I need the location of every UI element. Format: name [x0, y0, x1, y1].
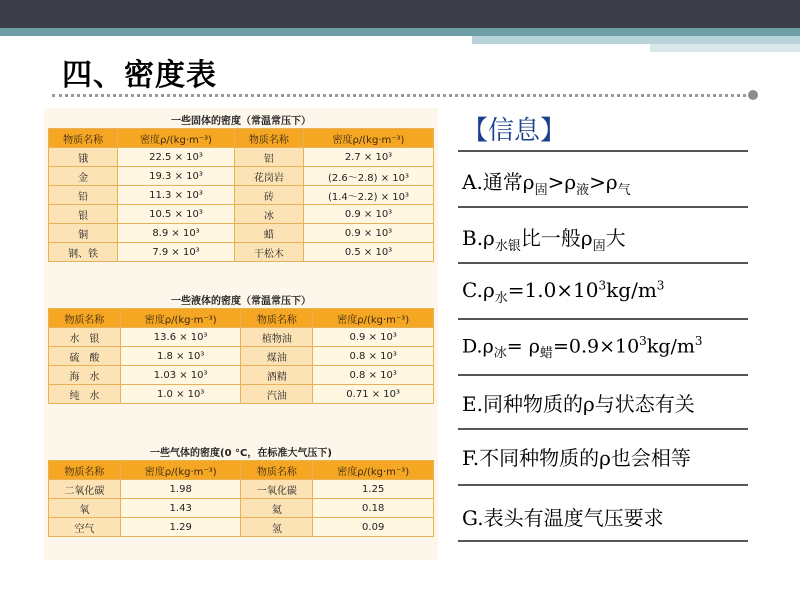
density-cell: (2.6～2.8) × 10³: [304, 167, 434, 186]
info-item-d: $D.\rho_冰= \rho_蜡=0.9\times 10^3kg/m^3$: [462, 334, 703, 362]
liquids-caption: 一些液体的密度（常温常压下）: [171, 296, 311, 307]
substance-cell: 铜: [49, 224, 118, 243]
column-header: 物质名称: [49, 309, 121, 328]
density-cell: 10.5 × 10³: [118, 205, 234, 224]
substance-cell: 银: [49, 205, 118, 224]
density-cell: 19.3 × 10³: [118, 167, 234, 186]
density-cell: 0.8 × 10³: [313, 347, 434, 366]
rule-line: [458, 150, 748, 152]
density-cell: (1.4～2.2) × 10³: [304, 186, 434, 205]
substance-cell: 蜡: [234, 224, 303, 243]
substance-cell: 锇: [49, 148, 118, 167]
info-item-f: F.不同种物质的ρ也会相等: [462, 446, 691, 470]
substance-cell: 砖: [234, 186, 303, 205]
density-cell: 1.0 × 10³: [120, 385, 241, 404]
column-header: 物质名称: [241, 309, 313, 328]
substance-cell: 铅: [49, 186, 118, 205]
substance-cell: 氦: [241, 499, 313, 518]
table-header-row: [49, 309, 434, 328]
header-accent: [472, 36, 800, 44]
table-row: [49, 148, 434, 167]
rule-line: [458, 484, 748, 486]
column-header: 物质名称: [49, 129, 118, 148]
substance-cell: 氢: [241, 518, 313, 537]
column-header: 密度ρ/(kg·m⁻³): [313, 309, 434, 328]
header-band: [0, 0, 800, 28]
column-header: 密度ρ/(kg·m⁻³): [118, 129, 234, 148]
density-cell: 1.29: [120, 518, 241, 537]
solids-caption: 一些固体的密度（常温常压下）: [171, 116, 311, 127]
rule-line: [458, 206, 748, 208]
density-cell: 13.6 × 10³: [120, 328, 241, 347]
table-row: [49, 328, 434, 347]
rule-line: [458, 540, 748, 542]
substance-cell: 钢、铁: [49, 243, 118, 262]
liquids-table: [48, 308, 434, 404]
substance-cell: 一氧化碳: [241, 480, 313, 499]
density-cell: 2.7 × 10³: [304, 148, 434, 167]
table-row: [49, 347, 434, 366]
density-cell: 1.43: [120, 499, 241, 518]
info-item-b: $B.\rho_{水银}$比一般$\rho_固$大: [462, 226, 626, 254]
substance-cell: 海 水: [49, 366, 121, 385]
density-cell: 0.9 × 10³: [304, 205, 434, 224]
gases-table: [48, 460, 434, 537]
info-item-a: A.通常$\rho_固>\rho_液>\rho_气$: [462, 170, 631, 198]
density-cell: 7.9 × 10³: [118, 243, 234, 262]
density-cell: 0.71 × 10³: [313, 385, 434, 404]
header-accent-light: [650, 44, 800, 52]
substance-cell: 硫 酸: [49, 347, 121, 366]
rule-line: [458, 262, 748, 264]
table-header-row: [49, 461, 434, 480]
divider-end-dot: [748, 90, 758, 100]
density-cell: 0.5 × 10³: [304, 243, 434, 262]
slide-title: 四、密度表: [62, 58, 217, 93]
table-row: [49, 243, 434, 262]
density-cell: 0.8 × 10³: [313, 366, 434, 385]
column-header: 物质名称: [241, 461, 313, 480]
density-cell: 1.25: [313, 480, 434, 499]
density-cell: 8.9 × 10³: [118, 224, 234, 243]
density-cell: 0.9 × 10³: [304, 224, 434, 243]
dotted-divider: [52, 94, 752, 97]
density-cell: 22.5 × 10³: [118, 148, 234, 167]
column-header: 物质名称: [49, 461, 121, 480]
substance-cell: 煤油: [241, 347, 313, 366]
table-row: [49, 385, 434, 404]
substance-cell: 金: [49, 167, 118, 186]
table-row: [49, 499, 434, 518]
substance-cell: 酒精: [241, 366, 313, 385]
table-row: [49, 167, 434, 186]
info-item-g: G.表头有温度气压要求: [462, 506, 664, 530]
gases-caption: 一些气体的密度(0 °C，在标准大气压下): [150, 448, 332, 459]
table-row: [49, 186, 434, 205]
density-cell: 1.03 × 10³: [120, 366, 241, 385]
header-strip: [0, 28, 800, 36]
substance-cell: 汽油: [241, 385, 313, 404]
rule-line: [458, 318, 748, 320]
density-cell: 1.8 × 10³: [120, 347, 241, 366]
density-cell: 0.9 × 10³: [313, 328, 434, 347]
substance-cell: 冰: [234, 205, 303, 224]
rule-line: [458, 428, 748, 430]
substance-cell: 干松木: [234, 243, 303, 262]
table-row: [49, 480, 434, 499]
substance-cell: 花岗岩: [234, 167, 303, 186]
density-cell: 1.98: [120, 480, 241, 499]
solids-table: [48, 128, 434, 262]
density-cell: 11.3 × 10³: [118, 186, 234, 205]
substance-cell: 纯 水: [49, 385, 121, 404]
density-cell: 0.18: [313, 499, 434, 518]
info-item-c: $C.\rho_水=1.0\times 10^3kg/m^3$: [462, 278, 665, 306]
substance-cell: 氧: [49, 499, 121, 518]
density-tables-image: [44, 108, 438, 560]
column-header: 物质名称: [234, 129, 303, 148]
table-header-row: [49, 129, 434, 148]
substance-cell: 空气: [49, 518, 121, 537]
table-row: [49, 205, 434, 224]
table-row: [49, 518, 434, 537]
column-header: 密度ρ/(kg·m⁻³): [120, 309, 241, 328]
substance-cell: 铝: [234, 148, 303, 167]
column-header: 密度ρ/(kg·m⁻³): [304, 129, 434, 148]
substance-cell: 植物油: [241, 328, 313, 347]
substance-cell: 二氧化碳: [49, 480, 121, 499]
info-heading: 【信息】: [462, 116, 567, 146]
info-item-e: E.同种物质的ρ与状态有关: [462, 392, 695, 416]
density-cell: 0.09: [313, 518, 434, 537]
substance-cell: 水 银: [49, 328, 121, 347]
rule-line: [458, 374, 748, 376]
table-row: [49, 366, 434, 385]
column-header: 密度ρ/(kg·m⁻³): [313, 461, 434, 480]
table-row: [49, 224, 434, 243]
column-header: 密度ρ/(kg·m⁻³): [120, 461, 241, 480]
